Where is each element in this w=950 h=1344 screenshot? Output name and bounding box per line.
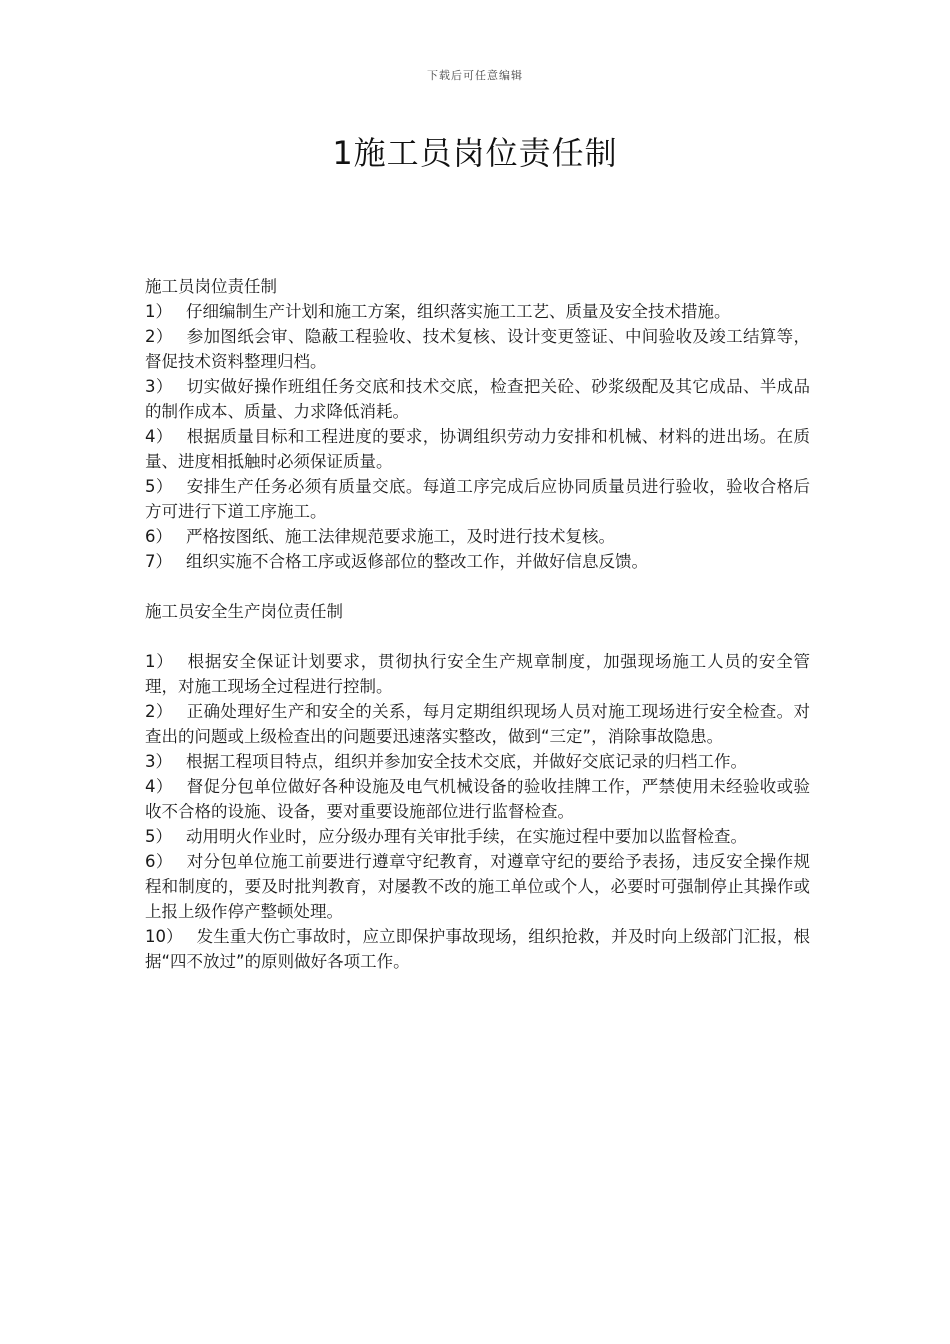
item-number: 4） bbox=[145, 777, 173, 796]
list-item bbox=[145, 324, 810, 374]
item-text: 根据安全保证计划要求，贯彻执行安全生产规章制度，加强现场施工人员的安全管理，对施工现场全过程进行控制。 bbox=[145, 652, 811, 696]
item-number: 7） bbox=[145, 552, 172, 571]
list-item bbox=[145, 474, 810, 524]
spacer bbox=[145, 574, 810, 599]
item-text: 根据质量目标和工程进度的要求，协调组织劳动力安排和机械、材料的进出场。在质量、进度相抵触时必须保证质量。 bbox=[145, 427, 811, 471]
item-number: 6） bbox=[145, 527, 172, 546]
item-text: 切实做好操作班组任务交底和技术交底，检查把关砼、砂浆级配及其它成品、半成品的制作成本、质量、力求降低消耗。 bbox=[145, 377, 811, 421]
item-number: 6） bbox=[145, 852, 173, 871]
item-number: 2） bbox=[145, 327, 173, 346]
list-item bbox=[145, 749, 810, 774]
list-item bbox=[145, 924, 810, 974]
item-number: 2） bbox=[145, 702, 173, 721]
item-text: 督促分包单位做好各种设施及电气机械设备的验收挂牌工作，严禁使用未经验收或验收不合格的设施、设备，要对重要设施部位进行监督检查。 bbox=[145, 777, 811, 821]
header-note: 下载后可任意编辑 bbox=[427, 69, 523, 82]
list-item bbox=[145, 524, 810, 549]
item-number: 5） bbox=[145, 477, 173, 496]
section-heading: 施工员安全生产岗位责任制 bbox=[145, 602, 343, 621]
list-item bbox=[145, 774, 810, 824]
list-item bbox=[145, 824, 810, 849]
list-item bbox=[145, 699, 810, 749]
document-title: 1施工员岗位责任制 bbox=[332, 134, 618, 172]
item-text: 根据工程项目特点，组织并参加安全技术交底，并做好交底记录的归档工作。 bbox=[186, 752, 747, 771]
item-number: 4） bbox=[145, 427, 173, 446]
item-text: 发生重大伤亡事故时，应立即保护事故现场，组织抢救，并及时向上级部门汇报，根据“四不放过”的原则做好各项工作。 bbox=[145, 927, 810, 971]
section-heading: 施工员岗位责任制 bbox=[145, 277, 277, 296]
item-text: 仔细编制生产计划和施工方案，组织落实施工工艺、质量及安全技术措施。 bbox=[186, 302, 731, 321]
item-text: 严格按图纸、施工法律规范要求施工，及时进行技术复核。 bbox=[186, 527, 615, 546]
item-number: 1） bbox=[145, 302, 172, 321]
item-text: 对分包单位施工前要进行遵章守纪教育，对遵章守纪的要给予表扬，违反安全操作规程和制度的，要及时批判教育，对屡教不改的施工单位或个人，必要时可强制停止其操作或上报上级作停产整顿处理。 bbox=[145, 852, 811, 921]
item-number: 3） bbox=[145, 377, 173, 396]
item-number: 5） bbox=[145, 827, 172, 846]
list-item bbox=[145, 849, 810, 924]
list-item bbox=[145, 649, 810, 699]
list-item bbox=[145, 424, 810, 474]
item-number: 1） bbox=[145, 652, 174, 671]
spacer bbox=[145, 624, 810, 649]
document-body bbox=[145, 274, 810, 974]
item-number: 10） bbox=[145, 927, 183, 946]
list-item bbox=[145, 549, 810, 574]
item-text: 动用明火作业时，应分级办理有关审批手续，在实施过程中要加以监督检查。 bbox=[186, 827, 747, 846]
list-item bbox=[145, 299, 810, 324]
list-item bbox=[145, 374, 810, 424]
item-text: 安排生产任务必须有质量交底。每道工序完成后应协同质量员进行验收，验收合格后方可进行下道工序施工。 bbox=[145, 477, 811, 521]
item-text: 正确处理好生产和安全的关系，每月定期组织现场人员对施工现场进行安全检查。对查出的问题或上级检查出的问题要迅速落实整改，做到“三定”，消除事故隐患。 bbox=[145, 702, 811, 746]
item-text: 组织实施不合格工序或返修部位的整改工作，并做好信息反馈。 bbox=[186, 552, 648, 571]
item-text: 参加图纸会审、隐蔽工程验收、技术复核、设计变更签证、中间验收及竣工结算等，督促技术资料整理归档。 bbox=[145, 327, 811, 371]
item-number: 3） bbox=[145, 752, 172, 771]
